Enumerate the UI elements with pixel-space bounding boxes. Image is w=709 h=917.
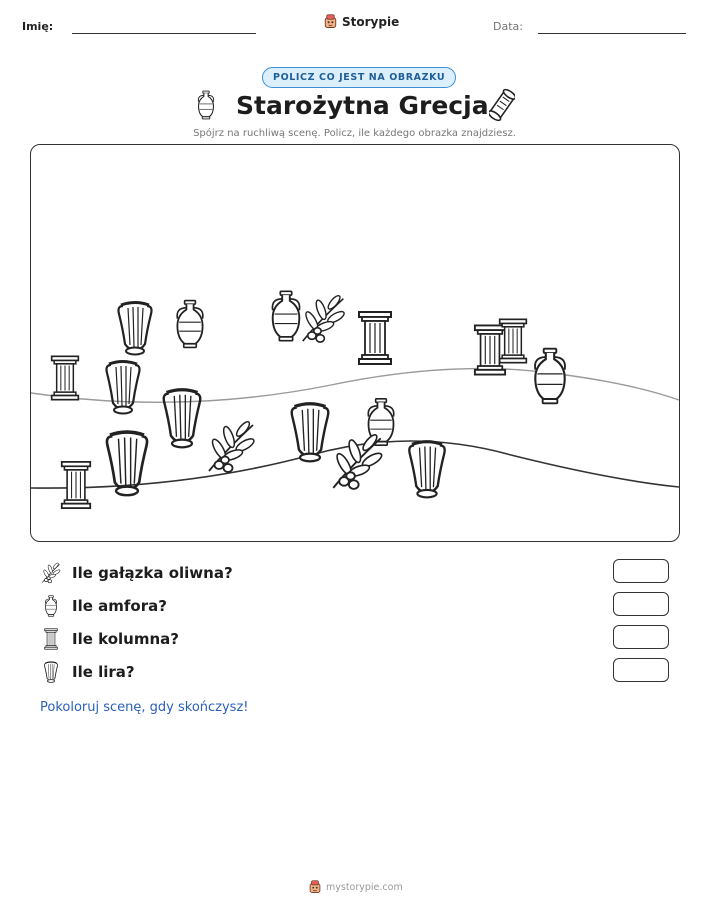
site-url: mystorypie.com [326, 881, 403, 893]
date-label: Data: [493, 20, 523, 33]
lyre-icon [409, 442, 444, 498]
answer-box-column[interactable] [613, 625, 669, 649]
column-icon [62, 462, 90, 508]
question-text: Ile lira? [72, 663, 135, 681]
question-row-lyre [40, 660, 135, 684]
question-text: Ile kolumna? [72, 630, 179, 648]
brand-logo [323, 14, 399, 29]
scroll-icon [489, 88, 515, 122]
counting-scene [30, 144, 680, 542]
olive-branch-icon [303, 294, 346, 342]
lyre-icon [107, 362, 140, 414]
scene-drawing [31, 145, 679, 541]
amphora-icon [535, 349, 565, 404]
question-text: Ile amfora? [72, 597, 167, 615]
question-row-olive [40, 561, 233, 585]
question-row-column [40, 627, 179, 651]
lyre-icon [164, 390, 201, 448]
amphora-icon [177, 301, 203, 348]
olive-branch-icon [40, 562, 62, 584]
activity-badge: POLICZ CO JEST NA OBRAZKU [262, 67, 456, 88]
lyre-icon [119, 303, 152, 355]
page-title: Starożytna Grecja [236, 91, 489, 120]
question-text: Ile gałązka oliwna? [72, 564, 233, 582]
mascot-icon [308, 880, 322, 894]
instructions: Spójrz na ruchliwą scenę. Policz, ile każdego obrazka znajdziesz. [193, 128, 516, 139]
mascot-icon [323, 14, 338, 29]
column-icon [475, 325, 505, 374]
answer-box-amphora[interactable] [613, 592, 669, 616]
amphora-icon [40, 595, 62, 617]
back-hill-line [31, 369, 679, 403]
name-label: Imię: [22, 20, 54, 33]
name-input-line[interactable] [72, 33, 256, 34]
question-row-amphora [40, 594, 167, 618]
amphora-icon [272, 291, 299, 340]
column-icon [40, 628, 62, 650]
column-icon [52, 356, 79, 399]
date-input-line[interactable] [538, 33, 686, 34]
brand-name: Storypie [342, 14, 400, 29]
answer-box-lyre[interactable] [613, 658, 669, 682]
olive-branch-icon [333, 433, 383, 489]
coloring-prompt: Pokoloruj scenę, gdy skończysz! [40, 700, 249, 715]
olive-branch-icon [209, 420, 256, 472]
answer-box-olive[interactable] [613, 559, 669, 583]
site-footer [308, 880, 403, 894]
column-icon [500, 319, 527, 362]
column-icon [359, 312, 391, 364]
amphora-icon [195, 90, 217, 120]
lyre-icon [40, 661, 62, 683]
